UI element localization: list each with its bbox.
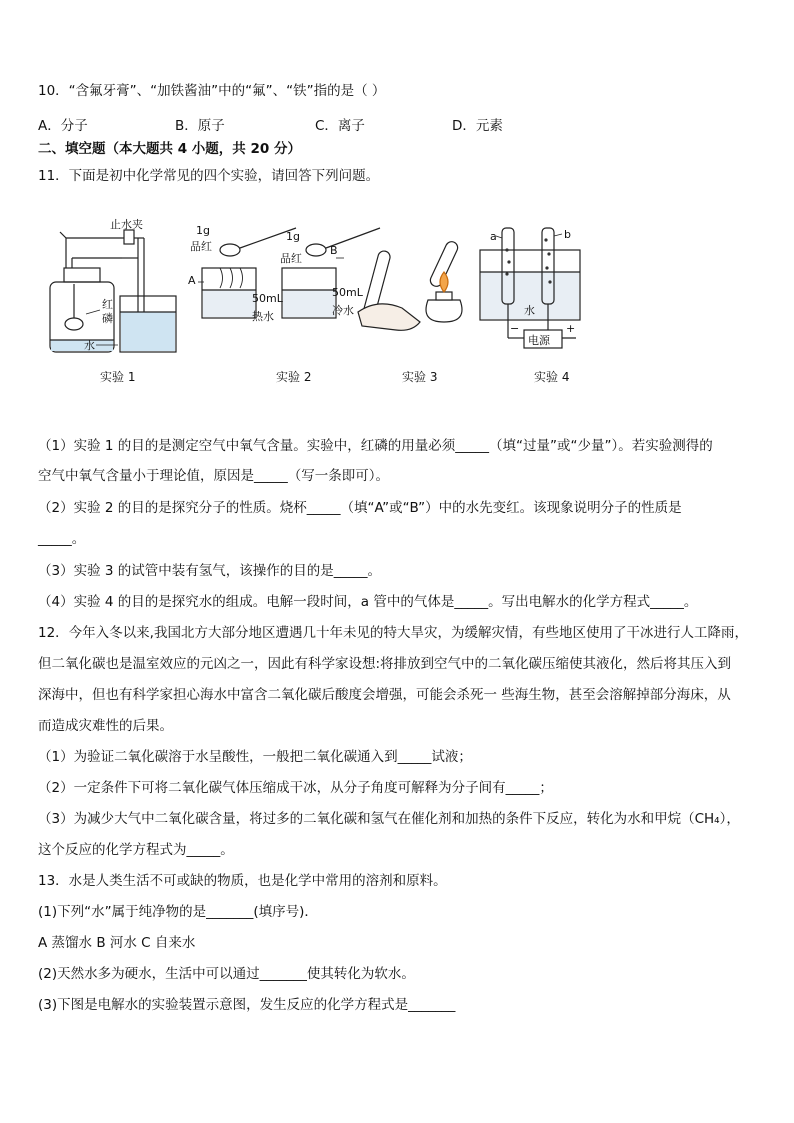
q11-part-2b: _____。 (38, 531, 86, 547)
q10-option-c: C．离子 (315, 118, 365, 134)
label-power: 电源 (528, 334, 550, 347)
q12-line-4: 而造成灾难性的后果。 (38, 718, 173, 734)
label-plus: + (566, 322, 576, 335)
label-minus: − (510, 322, 520, 335)
q10-stem: 10．“含氟牙膏”、“加铁酱油”中的“氟”、“铁”指的是（ ） (38, 83, 386, 99)
q12-line-3: 深海中，但也有科学家担心海水中富含二氧化碳后酸度会增强，可能会杀死一 些海生物，甚至会溶解掉部分海床，从 (38, 687, 731, 703)
caption-exp-1: 实验 1 (100, 370, 136, 384)
spoon-a (220, 244, 240, 256)
label-hot-water: 热水 (252, 310, 274, 323)
q12-part-2: （2）一定条件下可将二氧化碳气体压缩成干冰，从分子角度可解释为分子间有_____； (38, 780, 553, 796)
label-dye-b: 品红 (280, 252, 302, 265)
q10-option-b: B．原子 (175, 118, 225, 134)
q11-stem: 11．下面是初中化学常见的四个实验，请回答下列问题。 (38, 168, 380, 184)
q11-part-1b: 空气中氧气含量小于理论值，原因是_____（写一条即可）。 (38, 468, 389, 484)
spoon-b (306, 244, 326, 256)
q10-option-a: A．分子 (38, 118, 88, 134)
hand (358, 304, 420, 331)
q12-line-2: 但二氧化碳也是温室效应的元凶之一，因此有科学家设想:将排放到空气中的二氧化碳压缩使其液化，然后将其压入到 (38, 656, 732, 672)
q10-option-d: D．元素 (452, 118, 503, 134)
q13-part-1: (1)下列“水”属于纯净物的是_______(填序号)． (38, 904, 318, 920)
q12-line-1: 12．今年入冬以来,我国北方大部分地区遭遇几十年未见的特大旱灾，为缓解灾情，有些地区使用了干冰进行人工降雨， (38, 625, 748, 641)
label-water-1: 水 (84, 339, 95, 352)
label-clamp: 止水夹 (110, 218, 143, 231)
label-dye-a: 品红 (190, 240, 212, 253)
combustion-spoon (65, 318, 83, 330)
caption-exp-3: 实验 3 (402, 370, 438, 384)
q11-part-2a: （2）实验 2 的目的是探究分子的性质。烧杯_____（填“A”或“B”）中的水先变红。该现象说明分子的性质是 (38, 500, 682, 516)
label-dose-b: 1g (286, 230, 300, 243)
q12-part-3b: 这个反应的化学方程式为_____。 (38, 842, 234, 858)
q11-part-1a: （1）实验 1 的目的是测定空气中氧气含量。实验中，红磷的用量必须_____（填“过量”或“少量”）。若实验测得的 (38, 438, 713, 454)
q13-options: A 蒸馏水 B 河水 C 自来水 (38, 935, 196, 951)
label-vol-b: 50mL (332, 286, 363, 299)
flame (440, 272, 448, 292)
caption-exp-4: 实验 4 (534, 370, 570, 384)
label-tube-a: a (490, 230, 497, 243)
label-vol-a: 50mL (252, 292, 283, 305)
label-beaker-b: B (330, 244, 338, 257)
q13-part-3: (3)下图是电解水的实验装置示意图，发生反应的化学方程式是_______ (38, 997, 456, 1013)
bottle-water (51, 340, 113, 351)
caption-exp-2: 实验 2 (276, 370, 312, 384)
label-tube-b: b (564, 228, 571, 241)
q13-stem: 13．水是人类生活不可或缺的物质，也是化学中常用的溶剂和原料。 (38, 873, 447, 889)
label-beaker-a: A (188, 274, 196, 287)
q12-part-1: （1）为验证二氧化碳溶于水呈酸性，一般把二氧化碳通入到_____试液； (38, 749, 472, 765)
bottle-stopper (64, 268, 100, 282)
label-cold-water: 冷水 (332, 304, 354, 317)
experiment-figure (40, 210, 600, 400)
section-title: 二、填空题（本大题共 4 小题，共 20 分） (38, 141, 301, 157)
alcohol-lamp (426, 300, 462, 322)
label-red-p2: 磷 (102, 312, 113, 325)
water-clamp (124, 230, 134, 244)
q11-part-3: （3）实验 3 的试管中装有氢气，该操作的目的是_____。 (38, 563, 382, 579)
q11-part-4: （4）实验 4 的目的是探究水的组成。电解一段时间，a 管中的气体是_____。写出电解水的化学方程式_____。 (38, 594, 698, 610)
label-dose-a: 1g (196, 224, 210, 237)
label-bath-water: 水 (524, 304, 535, 317)
label-red-p1: 红 (102, 298, 113, 311)
q12-part-3a: （3）为减少大气中二氧化碳含量，将过多的二氧化碳和氢气在催化剂和加热的条件下反应，转化为水和甲烷（CH₄）， (38, 811, 740, 827)
q13-part-2: (2)天然水多为硬水，生活中可以通过_______使其转化为软水。 (38, 966, 415, 982)
